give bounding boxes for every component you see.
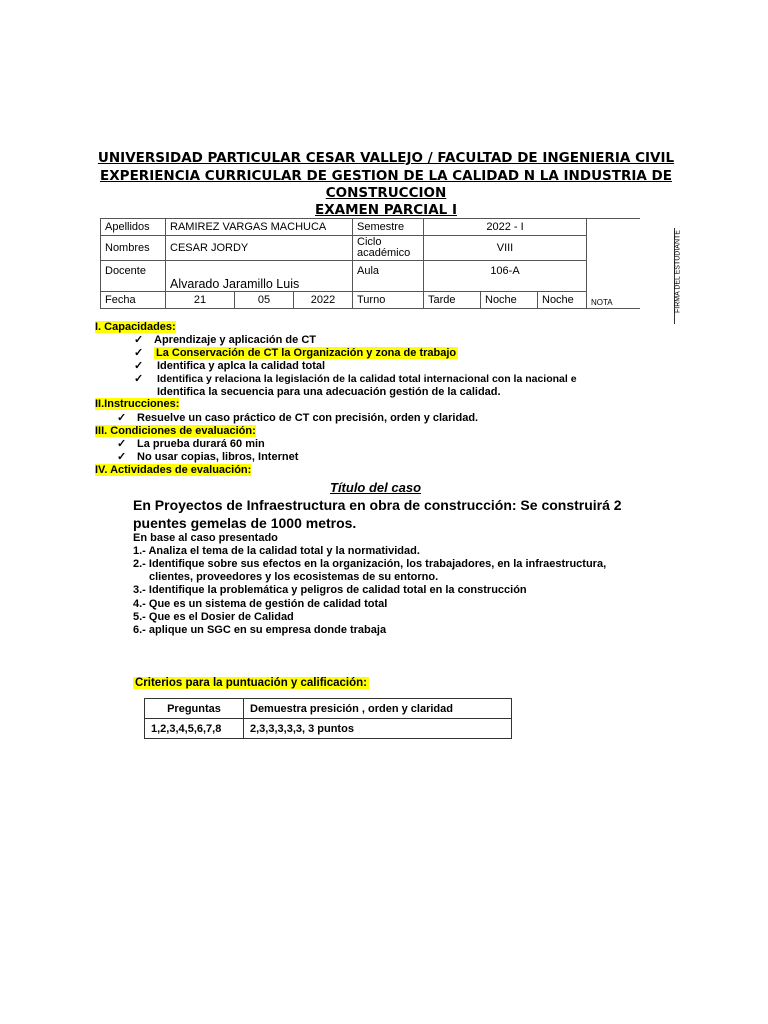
ciclo-value: VIII bbox=[424, 236, 587, 261]
nota-cell bbox=[587, 219, 641, 309]
ciclo-label-1: Ciclo bbox=[357, 236, 382, 248]
pregunta-1: 1.- Analiza el tema de la calidad total y la normatividad. bbox=[133, 545, 420, 557]
caso-titulo: Título del caso bbox=[330, 480, 422, 495]
aula-label: Aula bbox=[353, 261, 424, 292]
check-icon: ✓ bbox=[134, 347, 144, 359]
header-line-1: UNIVERSIDAD PARTICULAR CESAR VALLEJO / FACULTAD DE INGENIERIA CIVIL bbox=[97, 150, 675, 166]
capacidad-3: Identifica y aplca la calidad total bbox=[157, 360, 326, 372]
header-line-2: EXPERIENCIA CURRICULAR DE GESTION DE LA CALIDAD N LA INDUSTRIA DE bbox=[100, 168, 672, 184]
criterios-table bbox=[144, 698, 512, 739]
condiciones-title: III. Condiciones de evaluación: bbox=[95, 425, 256, 437]
check-icon: ✓ bbox=[134, 360, 144, 372]
capacidad-5: Identifica la secuencia para una adecuación gestión de la calidad. bbox=[157, 386, 501, 398]
capacidades-title: I. Capacidades: bbox=[95, 321, 176, 333]
caso-enunciado-2: puentes gemelas de 1000 metros. bbox=[133, 515, 357, 531]
instrucciones-title: II.Instrucciones: bbox=[95, 398, 180, 410]
docente-label: Docente bbox=[101, 261, 166, 292]
check-icon: ✓ bbox=[117, 438, 127, 450]
pregunta-6: 6.- aplique un SGC en su empresa donde trabaja bbox=[133, 624, 387, 636]
caso-enunciado-1: En Proyectos de Infraestructura en obra de construcción: Se construirá 2 bbox=[133, 497, 622, 513]
fecha-dia: 21 bbox=[166, 292, 235, 309]
check-icon: ✓ bbox=[117, 412, 127, 424]
capacidad-4: Identifica y relaciona la legislación de la calidad total internacional con la nacional e bbox=[157, 373, 577, 385]
capacidad-2: La Conservación de CT la Organización y zona de trabajo bbox=[156, 347, 457, 359]
fecha-anio: 2022 bbox=[294, 292, 353, 309]
header-line-4: EXAMEN PARCIAL I bbox=[315, 202, 457, 218]
check-icon: ✓ bbox=[134, 334, 144, 346]
fecha-label: Fecha bbox=[101, 292, 166, 309]
aula-value: 106-A bbox=[424, 261, 587, 292]
criterios-title: Criterios para la puntuación y calificación: bbox=[135, 677, 367, 689]
docente-value: Alvarado Jaramillo Luis bbox=[166, 261, 353, 292]
criterios-header-preguntas: Preguntas bbox=[145, 699, 244, 719]
criterios-puntos-value: 2,3,3,3,3,3, 3 puntos bbox=[244, 719, 512, 739]
turno-label: Turno bbox=[353, 292, 424, 309]
turno-noche-1: Noche bbox=[481, 292, 538, 309]
semestre-label: Semestre bbox=[353, 219, 424, 236]
condicion-2: No usar copias, libros, Internet bbox=[137, 451, 299, 463]
semestre-value: 2022 - I bbox=[424, 219, 587, 236]
fecha-mes: 05 bbox=[235, 292, 294, 309]
check-icon: ✓ bbox=[134, 373, 144, 385]
criterios-preguntas-value: 1,2,3,4,5,6,7,8 bbox=[145, 719, 244, 739]
pregunta-2-cont: clientes, proveedores y los ecosistemas de su entorno. bbox=[149, 571, 439, 583]
turno-tarde: Tarde bbox=[424, 292, 481, 309]
ciclo-label bbox=[353, 236, 424, 261]
criterios-header-demuestra: Demuestra presición , orden y claridad bbox=[244, 699, 512, 719]
actividades-title: IV. Actividades de evaluación: bbox=[95, 464, 252, 476]
pregunta-2: 2.- Identifique sobre sus efectos en la organización, los trabajadores, en la infraestructura, bbox=[133, 558, 607, 570]
apellidos-value: RAMIREZ VARGAS MACHUCA bbox=[166, 219, 353, 236]
pregunta-3: 3.- Identifique la problemática y peligros de calidad total en la construcción bbox=[133, 584, 527, 596]
header-line-3: CONSTRUCCION bbox=[325, 185, 447, 201]
check-icon: ✓ bbox=[117, 451, 127, 463]
pregunta-4: 4.- Que es un sistema de gestión de calidad total bbox=[133, 598, 388, 610]
instruccion-1: Resuelve un caso práctico de CT con precisión, orden y claridad. bbox=[137, 412, 479, 424]
student-info-table bbox=[100, 218, 640, 309]
apellidos-label: Apellidos bbox=[101, 219, 166, 236]
turno-noche-2: Noche bbox=[538, 292, 587, 309]
pregunta-5: 5.- Que es el Dosier de Calidad bbox=[133, 611, 294, 623]
capacidad-1: Aprendizaje y aplicación de CT bbox=[154, 334, 316, 346]
condicion-1: La prueba durará 60 min bbox=[137, 438, 265, 450]
nombres-label: Nombres bbox=[101, 236, 166, 261]
nota-label: NOTA bbox=[591, 298, 613, 307]
nombres-value: CESAR JORDY bbox=[166, 236, 353, 261]
ciclo-label-2: académico bbox=[357, 247, 411, 259]
firma-label: FIRMA DEL ESTUDIANTE bbox=[674, 230, 682, 313]
caso-intro: En base al caso presentado bbox=[133, 532, 278, 544]
